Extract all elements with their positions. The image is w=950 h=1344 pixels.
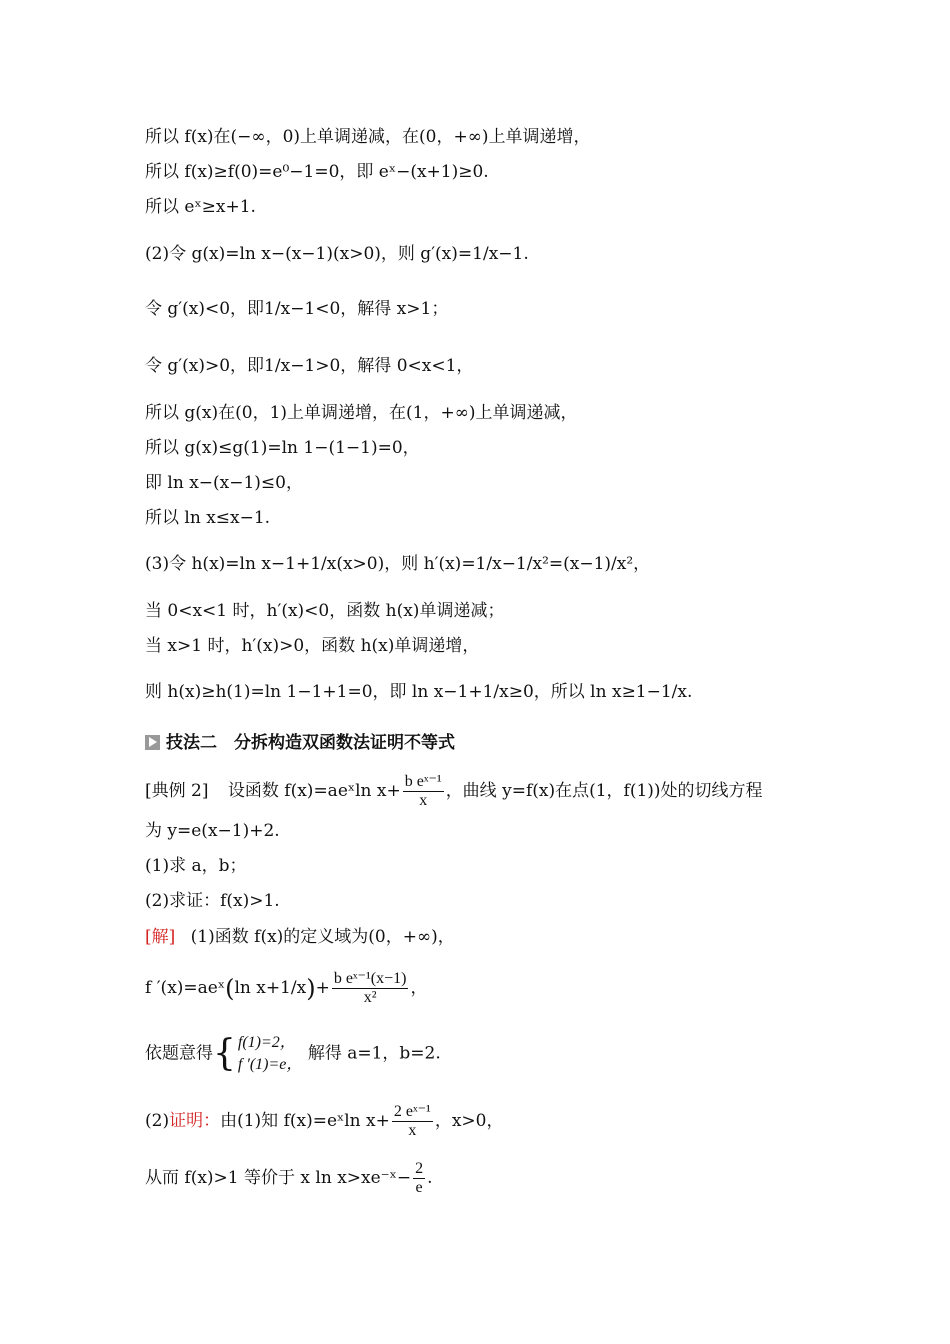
derivative-paren: ln x+1/x bbox=[234, 978, 307, 998]
line-8: 所以 g(x)≤g(1)=ln 1−(1−1)=0， bbox=[145, 438, 420, 458]
play-triangle-icon bbox=[145, 735, 160, 750]
proof-frac-num: 2 eˣ⁻¹ bbox=[393, 1103, 431, 1120]
equivalence-text: 从而 f(x)>1 等价于 x ln x>xe⁻ˣ− bbox=[145, 1168, 412, 1188]
derivative-fraction bbox=[332, 970, 409, 1007]
line-9: 即 ln x−(x−1)≤0， bbox=[145, 473, 303, 493]
section-title-text: 技法二 分拆构造双函数法证明不等式 bbox=[166, 733, 455, 753]
example-stem bbox=[145, 773, 763, 810]
proof-line bbox=[145, 1103, 503, 1140]
system-eq-2: f ′(1)=e， bbox=[237, 1056, 303, 1073]
line-13: 当 x>1 时，h′(x)>0，函数 h(x)单调递增， bbox=[145, 636, 480, 656]
proof-fraction bbox=[392, 1103, 433, 1140]
derivative-end: ， bbox=[410, 978, 428, 998]
derivative-line: f ′(x)=aeˣ(ln x+1/x)+ $\frac{\text{b eˣ⁻¹(x−1)}}{\text{x²}}$ ， bbox=[145, 970, 428, 1006]
derivative-frac-num: b eˣ⁻¹(x−1) bbox=[333, 970, 407, 987]
example-frac-num: b eˣ⁻¹ bbox=[404, 773, 442, 790]
line-14: 则 h(x)≥h(1)=ln 1−1+1=0，即 ln x−1+1/x≥0，所以 ln x≥1−1/x. bbox=[145, 682, 693, 702]
proof-b: 由(1)知 f(x)=eˣln x+ bbox=[220, 1111, 390, 1131]
proof-c: ，x>0， bbox=[434, 1111, 504, 1131]
equivalence-fraction bbox=[413, 1160, 425, 1197]
section-title bbox=[145, 728, 455, 753]
derivative-a: f ′(x)=aeˣ bbox=[145, 978, 226, 998]
derivative-frac-den: x² bbox=[363, 989, 377, 1006]
example-frac-den: x bbox=[419, 792, 428, 809]
question-1: (1)求 a，b； bbox=[145, 856, 247, 876]
system-label: 依题意得 bbox=[145, 1043, 213, 1064]
system-eq-1: f(1)=2， bbox=[237, 1034, 296, 1051]
equation-system bbox=[238, 1032, 303, 1076]
system-line bbox=[145, 1032, 441, 1076]
left-brace: { bbox=[213, 1033, 236, 1074]
example-stem-c: 为 y=e(x−1)+2. bbox=[145, 821, 280, 841]
line-10: 所以 ln x≤x−1. bbox=[145, 508, 271, 528]
line-5: 令 g′(x)<0，即1/x−1<0，解得 x>1； bbox=[145, 299, 449, 319]
equivalence-end: . bbox=[427, 1168, 433, 1188]
example-fraction bbox=[403, 773, 444, 810]
line-2: 所以 f(x)≥f(0)=e⁰−1=0，即 eˣ−(x+1)≥0. bbox=[145, 162, 489, 182]
line-1: 所以 f(x)在(−∞，0)上单调递减，在(0，+∞)上单调递增， bbox=[145, 127, 591, 147]
proof-prefix: (2) bbox=[145, 1111, 170, 1131]
equivalence-line bbox=[145, 1160, 433, 1197]
equivalence-frac-num: 2 bbox=[415, 1160, 424, 1177]
system-result: 解得 a=1，b=2. bbox=[307, 1043, 441, 1064]
example-label: [典例 2] bbox=[145, 781, 209, 801]
solution-line-1 bbox=[145, 926, 455, 948]
question-2: (2)求证：f(x)>1. bbox=[145, 891, 280, 911]
line-6: 令 g′(x)>0，即1/x−1>0，解得 0<x<1， bbox=[145, 356, 474, 376]
line-11: (3)令 h(x)=ln x−1+1/x(x>0)，则 h′(x)=1/x−1/x²=(x−1)/x²， bbox=[145, 554, 651, 574]
equivalence-frac-den: e bbox=[415, 1179, 423, 1196]
line-12: 当 0<x<1 时，h′(x)<0，函数 h(x)单调递减； bbox=[145, 601, 505, 621]
line-7: 所以 g(x)在(0，1)上单调递增，在(1，+∞)上单调递减， bbox=[145, 403, 578, 423]
solution-s1: (1)函数 f(x)的定义域为(0，+∞)， bbox=[190, 927, 455, 947]
line-4: (2)令 g(x)=ln x−(x−1)(x>0)，则 g′(x)=1/x−1. bbox=[145, 244, 529, 264]
example-stem-b: ，曲线 y=f(x)在点(1，f(1))处的切线方程 bbox=[445, 781, 763, 801]
proof-frac-den: x bbox=[408, 1122, 417, 1139]
proof-tag: 证明： bbox=[169, 1111, 221, 1131]
solution-tag: [解] bbox=[145, 927, 176, 947]
line-3: 所以 eˣ≥x+1. bbox=[145, 197, 256, 217]
example-stem-a: 设函数 f(x)=aeˣln x+ bbox=[227, 781, 401, 801]
